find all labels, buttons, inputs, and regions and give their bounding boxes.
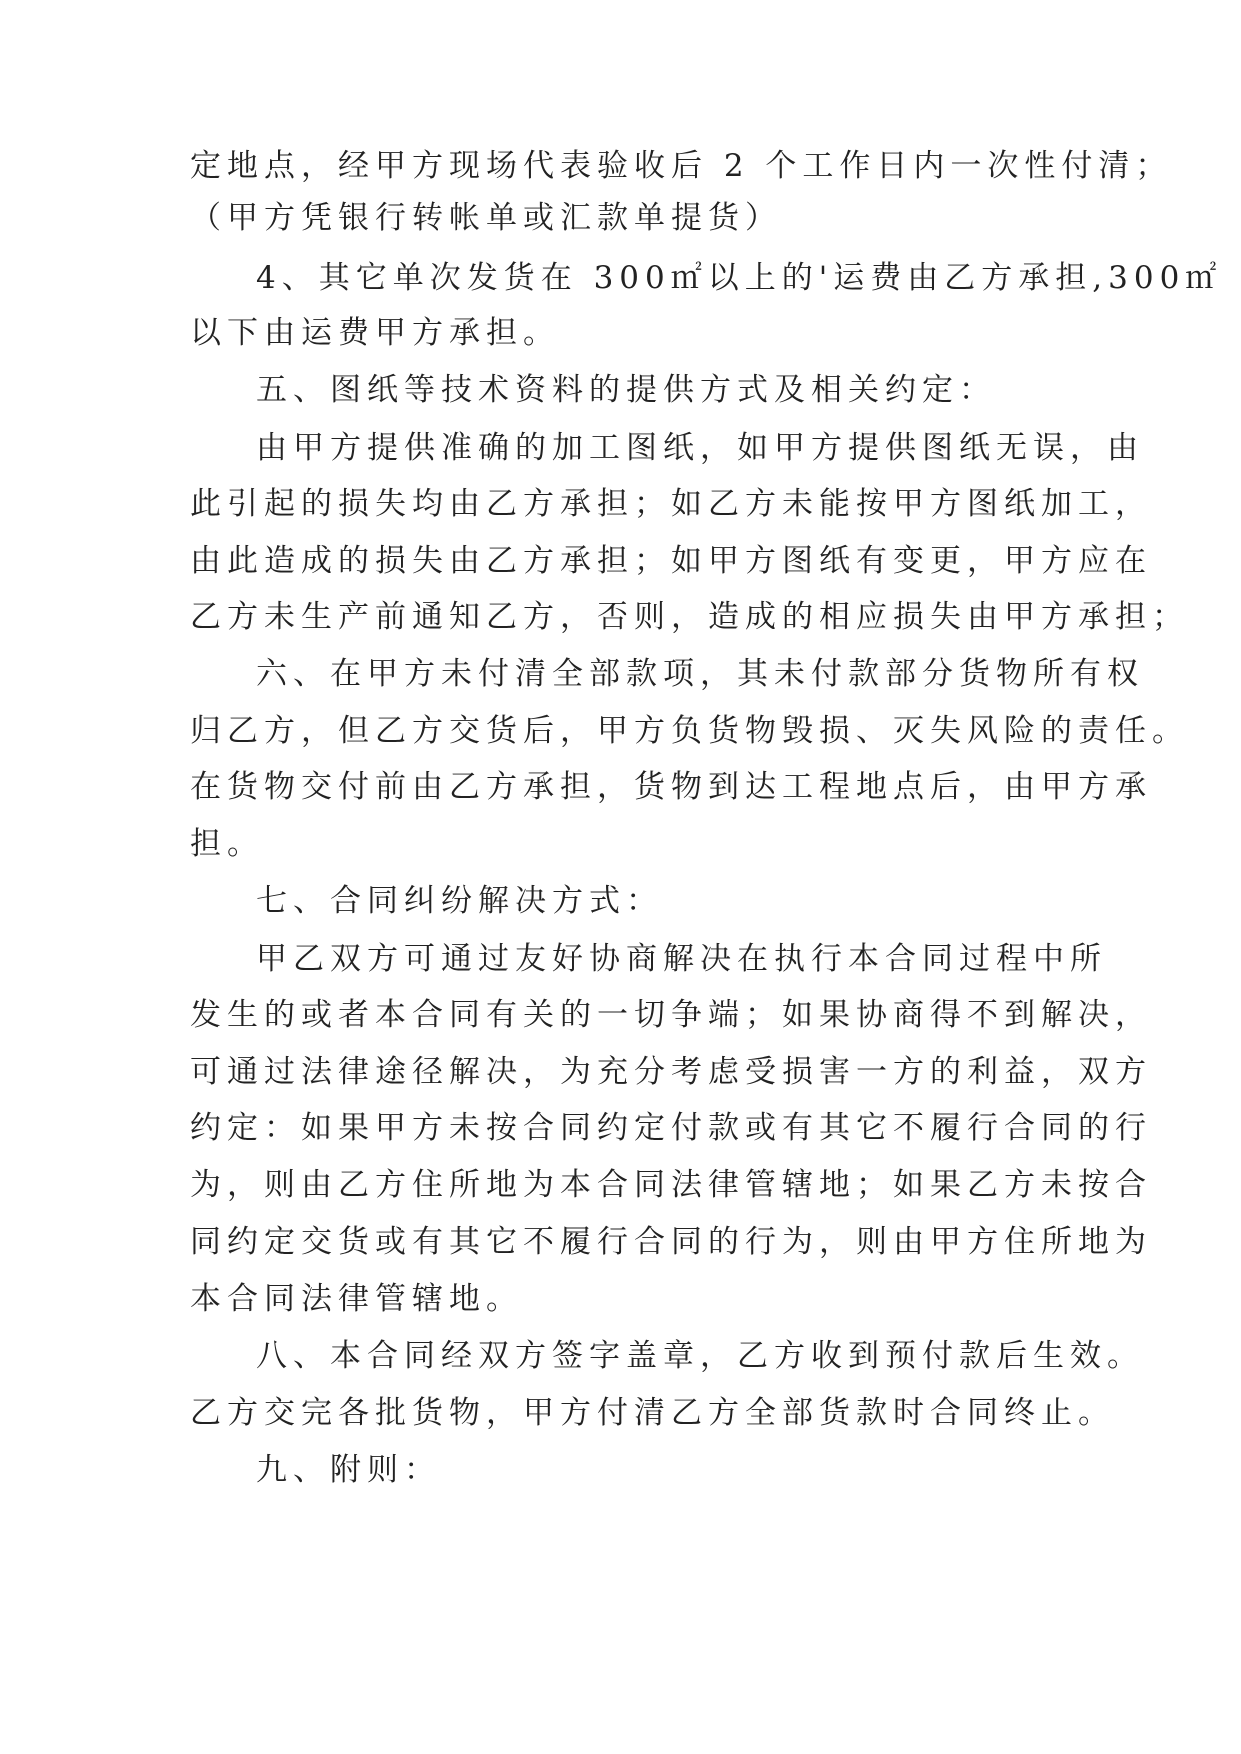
text-line: 甲乙双方可通过友好协商解决在执行本合同过程中所: [256, 941, 1107, 977]
text-line: 同约定交货或有其它不履行合同的行为，则由甲方住所地为: [190, 1224, 1152, 1260]
text-line: 乙方未生产前通知乙方，否则，造成的相应损失由甲方承担；: [190, 599, 1189, 635]
text-line: 担。: [190, 826, 264, 862]
text-line: 定地点，经甲方现场代表验收后 2 个工作日内一次性付清；: [190, 148, 1173, 184]
text-line: 此引起的损失均由乙方承担；如乙方未能按甲方图纸加工，: [190, 486, 1152, 522]
text-line: 以下由运费甲方承担。: [190, 315, 560, 351]
text-line: 4、其它单次发货在 300㎡以上的'运费由乙方承担,300㎡: [256, 260, 1223, 296]
section-heading: 八、本合同经双方签字盖章，乙方收到预付款后生效。: [256, 1338, 1144, 1374]
text-line: 归乙方，但乙方交货后，甲方负货物毁损、灭失风险的责任。: [190, 713, 1189, 749]
section-heading: 七、合同纠纷解决方式：: [256, 883, 663, 919]
text-line: 本合同法律管辖地。: [190, 1281, 523, 1317]
text-line: 可通过法律途径解决，为充分考虑受损害一方的利益，双方: [190, 1054, 1152, 1090]
text-line: 发生的或者本合同有关的一切争端；如果协商得不到解决，: [190, 997, 1152, 1033]
text-line: 由甲方提供准确的加工图纸，如甲方提供图纸无误，由: [256, 430, 1144, 466]
text-line: 乙方交完各批货物，甲方付清乙方全部货款时合同终止。: [190, 1395, 1115, 1431]
text-line: （甲方凭银行转帐单或汇款单提货）: [190, 200, 782, 236]
text-line: 约定：如果甲方未按合同约定付款或有其它不履行合同的行: [190, 1110, 1152, 1146]
text-line: 为，则由乙方住所地为本合同法律管辖地；如果乙方未按合: [190, 1167, 1152, 1203]
section-heading: 九、附则：: [256, 1452, 441, 1488]
text-line: 在货物交付前由乙方承担，货物到达工程地点后，由甲方承: [190, 769, 1152, 805]
text-line: 由此造成的损失由乙方承担；如甲方图纸有变更，甲方应在: [190, 543, 1152, 579]
section-heading: 六、在甲方未付清全部款项，其未付款部分货物所有权: [256, 656, 1144, 692]
section-heading: 五、图纸等技术资料的提供方式及相关约定：: [256, 372, 996, 408]
